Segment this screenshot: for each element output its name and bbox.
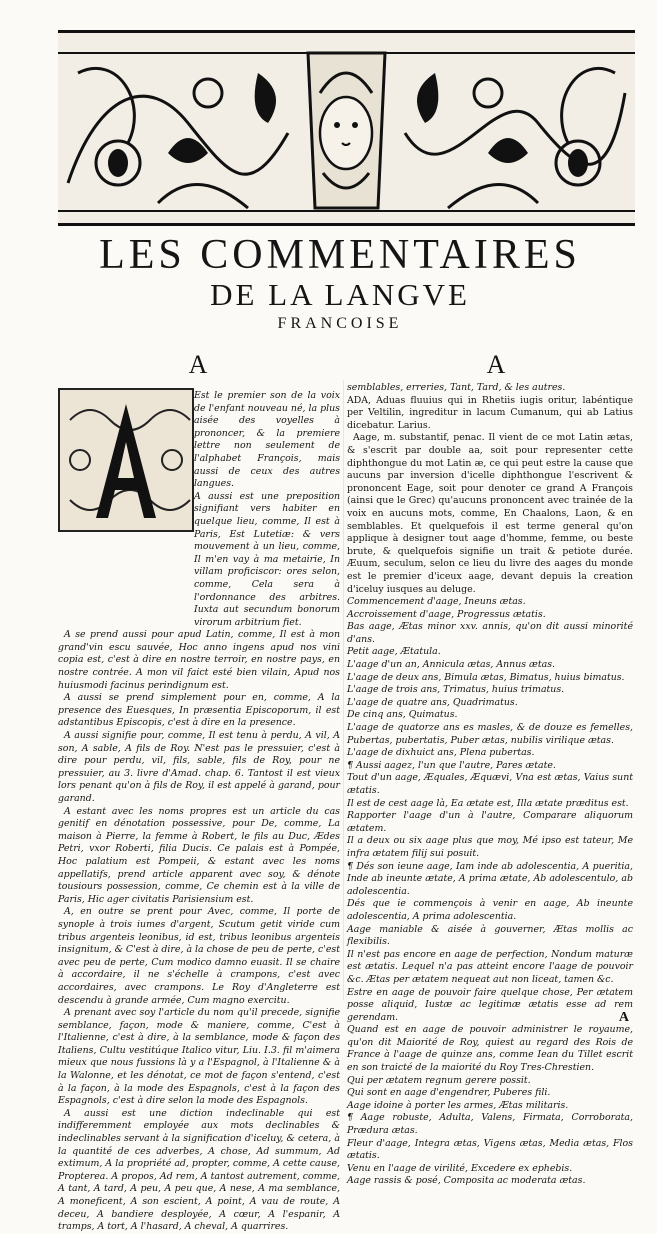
entry-line: Il a deux ou six aage plus que moy, Mé ipso est tateur, Me infra ætatem filij sui posuit. [347,835,633,859]
ornament-illustration [58,33,635,223]
entry-line: ¶ Dés son ieune aage, Iam inde ab adolescentia, A pueritia, Inde ab ineunte ætate, A prima ætate, Ab adolescentulo, ab adolescentia. [347,860,633,897]
entry-line: Il n'est pas encore en aage de perfection, Nondum maturæ est ætatis. Lequel n'a pas atteint encore l'aage de pouvoir &c. Ætas per ætatem nequeat aut non liceat, tamen &c. [347,948,633,985]
column-separator [343,380,344,1000]
entry-paragraph: A se prend aussi pour apud Latin, comme, Il est à mon grand'vin escu sauvée, Hoc anno ingens apud nos vini copia est, c'est à dire en nostre terroir, en nostre pays, en nostre contrée. A mon vil faict esté bien vilain, Apud nos huiusmodi facinus perindignum est. [58,629,340,691]
entry-paragraph: ADA, Aduas fluuius qui in Rhetiis iugis oritur, labéntique per Veltilin, ingreditur in lacum Cumanum, qui ab Latius dicebatur. Larius. [347,394,633,431]
column-heading-right: A [486,350,506,379]
entry-line: L'aage d'un an, Annicula ætas, Annus ætas. [347,659,556,671]
entry-paragraph: A aussi se prend simplement pour en, comme, A la presence des Euesques, In præsentia Episcoporum, il est adstantibus Episcopis, c'est à dire en la presence. [58,692,340,729]
entry-line: L'aage de deux ans, Bimula ætas, Bimatus, huius bimatus. [347,671,625,683]
entry-line: ¶ Aussi aagez, l'un que l'autre, Pares ætate. [347,759,556,771]
title-line-3: FRANCOISE [277,315,403,332]
title-line-1: LES COMMENTAIRES [99,232,581,278]
entry-paragraph: A estant avec les noms propres est un article du cas genitif en dénotation possessive, pour De, comme, La maison à Pierre, la femme à Robert, le fils au Duc, Ædes Petri, vxor Roberti, filia Ducis. Ce palais est à Pompée, Hoc palatium est Pompeii, & estant avec les noms appellatifs, prend article apparent avec soy, & dénote tousiours possession, comme, Ce chemin est à la ville de Paris, Hic ager civitatis Parisiensium est. [58,805,340,905]
left-column [58,390,340,1234]
column-heading-left: A [188,350,208,379]
entry-paragraph: A aussi signifie pour, comme, Il est tenu à perdu, A vil, A son, A sable, A fils de Roy. N'est pas le pressuier, c'est à dire pour perdu, vil, fils, sable, fils de Roy, pour ne pressuier, au 3. livre d'Amad. chap. 6. Tantost il est vieux lors penant qu'on à fils de Roy, il est appelé à garand, pour garand. [58,730,340,804]
entry-line: Aage idoine à porter les armes, Ætas militaris. [347,1099,569,1111]
entry-line: L'aage de dixhuict ans, Plena pubertas. [347,747,535,759]
entry-paragraph: A aussi est une preposition signifiant vers habiter en quelque lieu, comme, Il est à Paris, Est Lutetiæ: & vers mouvement à un lieu, comme, Il m'en vay à ma metairie, In villam proficiscor: ores selon, comme, Cela sera à l'ordonnance des arbitres. Iuxta aut secundum bonorum virorum arbitrium fiet. [194,490,340,628]
entry-paragraph: Aage, m. substantif, penac. Il vient de ce mot Latin ætas, & s'escrit par double aa, soit pour representer cette diphthongue du mot Latin æ, ce qui peut estre la cause que aucuns par inversion d'icelle diphthongue l'escrivent & prononcent Eage, soit pour denoter ce grand A François (ainsi que le Grec) qu'aucuns prononcent avec trainée de la voix en aucuns mots, comme, En Chaalons, Laon, & en semblables. Et quelquefois il est terme general qu'on applique à designer tout aage d'homme, femme, ou beste brute, & quelquefois signifie un trait & petiote durée. Æuum, seculum, selon ce lieu du livre des aages du monde est le premier d'iceux aage, devant depuis la creation d'iceluy iusques au deluge. [347,432,633,595]
entry-line: Fleur d'aage, Integra ætas, Vigens ætas, Media ætas, Flos ætatis. [347,1137,633,1162]
signature-mark: A [618,1010,629,1025]
entry-line: Aage maniable & aisée à gouverner, Ætas mollis ac flexibilis. [347,923,633,948]
entry-line: ¶ Aage robuste, Adulta, Valens, Firmata, Corroborata, Prædura ætas. [347,1112,633,1137]
entry-paragraph: A, en outre se prent pour Avec, comme, Il porte de synople à trois iumes d'argent, Scutum getit viride cum tribus argenteis leonibus, id est, tribus leonibus argenteis insignitum, & C'est à dire, à la chose de peu de perte, c'est avec peu de perte, Cum modico damno euasit. Il se chaire à accordaire, il ne s'échelle à crampons, c'est avec accordaires, avec crampons. Le Roy d'Angleterre est descendu à grande armée, Cum magno exercitu. [58,906,340,1006]
entry-line: Dés que ie commençois à venir en aage, Ab ineunte adolescentia, A prima adolescentia. [347,898,633,922]
entry-line: Aage rassis & posé, Composita ac moderata ætas. [347,1175,586,1187]
entry-line: L'aage de quatorze ans es masles, & de douze es femelles, Pubertas, pubertatis, Puber ætas, nubilis virilique ætas. [347,722,633,746]
entry-line: Bas aage, Ætas minor xxv. annis, qu'on dit aussi minorité d'ans. [347,621,633,645]
title-line-2: DE LA LANGVE [210,277,470,312]
entry-paragraph: Est le premier son de la voix de l'enfant nouveau né, la plus aisée des voyelles à prononcer, & la premiere lettre non seulement de l'alphabet François, mais aussi de ceux des autres langues. [194,390,340,490]
entry-line: Quand est en aage de pouvoir administrer le royaume, qu'on dit Maiorité de Roy, quiest au regard des Rois de France à l'aage de quinze ans, comme Iean du Tillet escrit en son traicté de la maiorité du Roy Tres-Chrestien. [347,1024,633,1074]
entry-line: Qui per ætatem regnum gerere possit. [347,1074,531,1086]
entry-line: De cinq ans, Quimatus. [347,709,458,721]
entry-paragraph: A prenant avec soy l'article du nom qu'il precede, signifie semblance, façon, mode & maniere, comme, C'est à l'Italienne, c'est à dire, à la semblance, mode & façon des Italiens, Cultu vestitúque Italico vitur, Liu. I.3. fil m'aimera mieux que nous fussions là y a l'Espagnol, à l'Italienne & à la Walonne, et les dénotat, ce mot de façon s'entend, c'est à la façon, à la mode des Espagnols, c'est à la façon des Espagnols, c'est à dire selon la mode des Espagnols. [58,1007,340,1107]
entry-line: L'aage de quatre ans, Quadrimatus. [347,696,518,708]
entry-line: Rapporter l'aage d'un à l'autre, Comparare aliquorum ætatem. [347,810,633,834]
entry-line: Tout d'un aage, Æquales, Æquævi, Vna est ætas, Vaius sunt ætatis. [347,772,633,796]
entry-line: Estre en aage de pouvoir faire quelque chose, Per ætatem posse aliquid, Iustæ ac legitimæ ætatis esse ad rem gerendam. [347,986,633,1023]
entry-line: L'aage de trois ans, Trimatus, huius trimatus. [347,684,565,696]
entry-line: Commencement d'aage, Ineuns ætas. [347,596,526,608]
entry-paragraph: semblables, erreries, Tant, Tard, & les autres. [347,382,566,393]
entry-line: Il est de cest aage là, Ea ætate est, Illa ætate præditus est. [347,797,629,809]
entry-line: Accroissement d'aage, Progressus ætatis. [347,608,546,620]
right-column [347,382,633,1188]
entry-line: Venu en l'aage de virilité, Excedere ex ephebis. [347,1162,573,1174]
ornamental-headpiece [58,30,635,226]
entry-line: Petit aage, Ætatula. [347,646,441,658]
entry-line: Qui sont en aage d'engendrer, Puberes fili. [347,1087,551,1099]
entry-paragraph: A aussi est une diction indeclinable qui est indifferemment employée aux mots declinables & indeclinables servant à la signification d'iceluy, & cetera, à la quantité de ces adverbes, A chose, Ad summum, Ad extimum, A la propriété ad, propter, comme, A cette cause, Propterea. A propos, Ad rem, A tantost autrement, comme, A tant, A tard, A peu, A peu que, A nese, A ma semblance, A moneficent, A son escient, A point, A vau de route, A deceu, A bandiere desployée, A cœur, A l'espanir, A tramps, A tort, A l'hasard, A cheval, A quarrires. [58,1107,340,1233]
